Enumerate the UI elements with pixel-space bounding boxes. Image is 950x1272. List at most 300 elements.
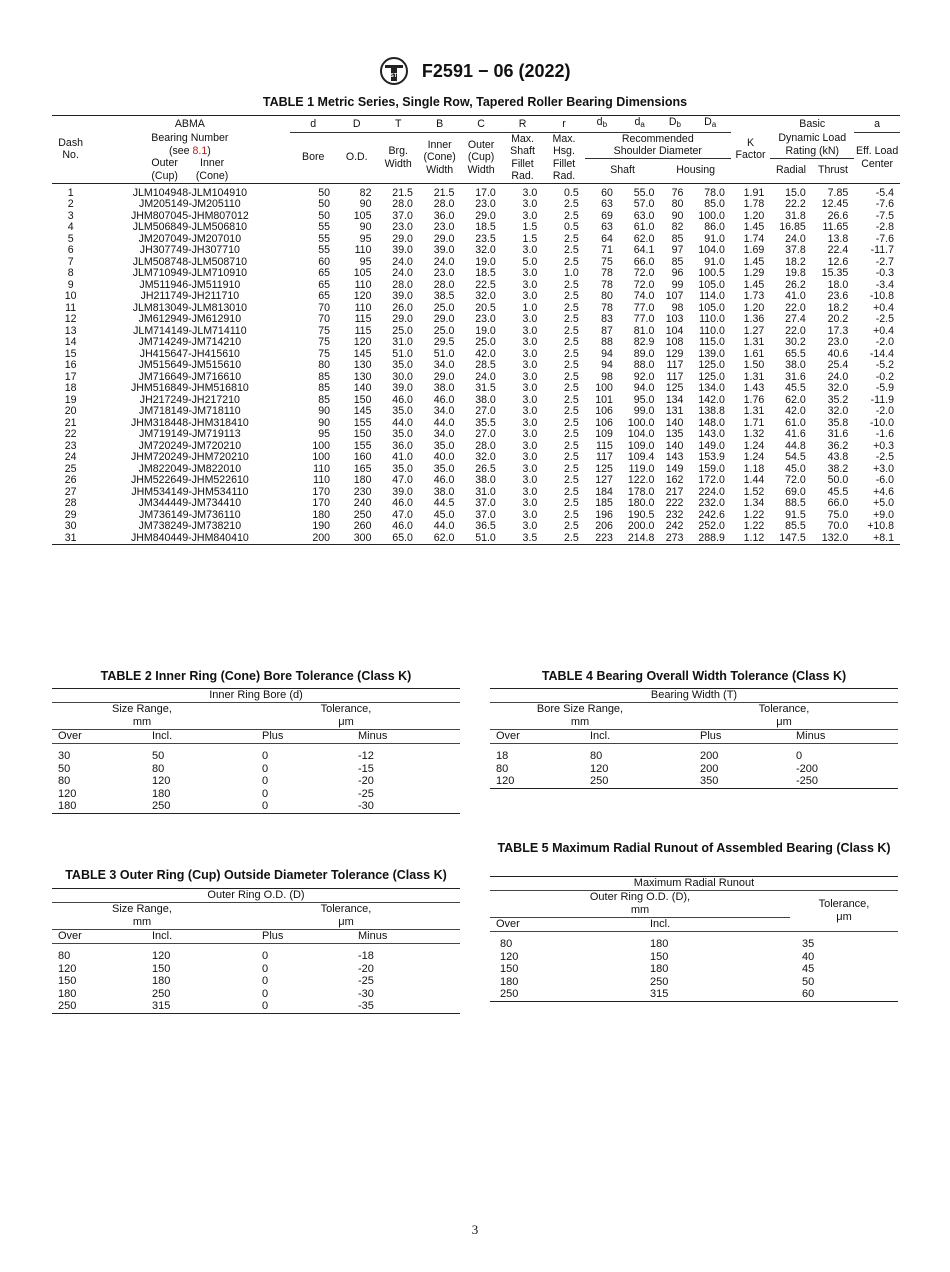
- table-cell: 3.0: [522, 278, 538, 291]
- table-cell: -2.0: [875, 336, 894, 348]
- table-row: [52, 452, 900, 464]
- col-od-header: O.D.: [345, 151, 368, 164]
- table-cell: 91.0: [704, 255, 725, 268]
- table-cell: 76: [671, 186, 684, 199]
- table-cell: 75: [318, 324, 331, 337]
- table-cell: 14: [64, 336, 77, 348]
- table-row: [52, 291, 900, 303]
- table-cell: 0.5: [564, 221, 579, 233]
- table-cell: 65.0: [392, 531, 413, 544]
- table-row: [490, 775, 898, 788]
- table-cell: 1.0: [522, 301, 538, 314]
- col-housing-header: Housing: [676, 164, 716, 177]
- table-cell: 250: [353, 508, 372, 521]
- table-cell: 90: [359, 221, 372, 233]
- table-cell: 1.52: [743, 485, 765, 498]
- table-cell: 57.0: [633, 198, 655, 210]
- table-cell: 92.0: [633, 370, 655, 383]
- col-abma-header: ABMA: [174, 117, 205, 130]
- table-cell: 30: [64, 520, 77, 532]
- table-cell: 95: [318, 428, 331, 440]
- table-cell: JM822049-JM822010: [138, 462, 242, 475]
- table-cell: JHM522649-JHM522610: [130, 474, 249, 486]
- table-cell: 38.0: [433, 485, 455, 498]
- table-cell: -250: [796, 775, 819, 787]
- table-cell: 30.0: [392, 370, 413, 383]
- table-cell: 1.24: [743, 451, 765, 463]
- table-cell: 1.31: [743, 370, 765, 383]
- table-cell: 3.0: [522, 198, 538, 210]
- table-cell: 117: [596, 451, 613, 463]
- col-basic-header: Basic: [799, 117, 826, 130]
- table-cell: 20: [64, 405, 77, 417]
- table4-col-over: Over: [490, 730, 560, 744]
- table-cell: 23.0: [827, 336, 849, 348]
- table-cell: 3.0: [522, 508, 538, 521]
- table-cell: 1.32: [743, 428, 765, 440]
- table-cell: 31: [64, 531, 77, 544]
- table-cell: 29.0: [433, 370, 455, 383]
- table-cell: JM738249-JM738210: [138, 520, 242, 532]
- astm-logo-icon: [379, 56, 409, 86]
- table-cell: 80: [58, 775, 71, 787]
- table-cell: -7.6: [875, 232, 894, 245]
- table-cell: 82: [359, 186, 372, 199]
- table4-group-header: Bearing Width (T): [490, 689, 898, 703]
- table-cell: 27: [64, 485, 77, 498]
- table-cell: 223: [595, 531, 613, 544]
- table-cell: 3.0: [522, 393, 538, 406]
- col-thrust-header: Thrust: [817, 164, 848, 177]
- table-cell: 11.65: [822, 221, 849, 233]
- table-cell: 18: [64, 382, 77, 394]
- table-cell: JM718149-JM718110: [139, 405, 241, 417]
- table-cell: JLM508748-JLM508710: [132, 255, 247, 268]
- col-da-symbol: $d_a$: [619, 116, 660, 133]
- col-cone-width-header: Inner (Cone) Width: [423, 138, 456, 176]
- table-row: [52, 314, 900, 326]
- table1-title: TABLE 1 Metric Series, Single Row, Tapered Roller Bearing Dimensions: [262, 95, 688, 109]
- table-cell: 65: [318, 267, 331, 279]
- table-cell: 29.0: [433, 313, 455, 325]
- table-cell: 22.0: [785, 324, 806, 337]
- table-cell: 87: [601, 324, 613, 337]
- table-cell: 149: [665, 462, 684, 475]
- table-cell: 9: [67, 278, 74, 291]
- table-cell: 3.0: [522, 186, 538, 199]
- table-cell: 196: [595, 508, 613, 521]
- table-row: [52, 245, 900, 257]
- table3-size-range-header: Size Range, mm: [52, 903, 232, 930]
- table-cell: 0: [262, 787, 269, 800]
- table-cell: 1.71: [743, 416, 765, 429]
- table-cell: 100.0: [627, 416, 655, 429]
- table-cell: 100: [312, 451, 331, 463]
- col-B-symbol: B: [419, 116, 460, 133]
- table-cell: 315: [650, 988, 669, 1000]
- table-cell: 2.5: [564, 370, 579, 383]
- table-cell: 240: [353, 497, 372, 509]
- table-cell: 180: [650, 938, 669, 950]
- table-cell: 35.0: [433, 439, 455, 452]
- table-cell: 24.0: [392, 267, 413, 279]
- table-cell: 1.24: [743, 439, 765, 452]
- table-cell: 61.0: [633, 221, 655, 233]
- table-cell: 134.0: [698, 382, 725, 394]
- table-cell: 1.29: [743, 267, 765, 279]
- col-T-symbol: T: [377, 116, 418, 133]
- table-cell: 74.0: [633, 290, 655, 302]
- table-cell: 2.5: [564, 474, 579, 486]
- table-row: [52, 360, 900, 372]
- table-cell: 18.0: [827, 278, 849, 291]
- table-cell: 3.0: [522, 347, 538, 360]
- table-cell: -3.4: [875, 278, 894, 291]
- table-cell: 3.0: [522, 462, 538, 475]
- table-row: [52, 337, 900, 349]
- section-reference-link[interactable]: 8.1: [192, 144, 208, 157]
- table-cell: 110: [313, 474, 331, 486]
- table5-size-range-header: Outer Ring O.D. (D), mm: [490, 891, 790, 918]
- table3: [52, 888, 460, 1014]
- table3-col-minus: Minus: [342, 930, 460, 944]
- table-cell: -30: [358, 800, 374, 812]
- table-cell: 1.61: [743, 347, 765, 360]
- table-cell: 2.5: [564, 451, 579, 463]
- table-cell: 37.8: [785, 244, 806, 256]
- table-cell: 250: [58, 1000, 77, 1012]
- table-cell: 110.0: [699, 324, 725, 337]
- table-cell: 88.5: [785, 497, 806, 509]
- table-cell: 23.0: [475, 198, 496, 210]
- table-cell: 23.0: [392, 221, 413, 233]
- table-cell: 2.5: [564, 313, 579, 325]
- table-cell: 50: [802, 975, 815, 988]
- col-r-symbol: r: [543, 116, 584, 133]
- table-row: [490, 763, 898, 776]
- table-cell: 1.22: [743, 520, 765, 532]
- table-cell: -12: [358, 750, 374, 762]
- table-cell: 77.0: [633, 301, 655, 314]
- table-cell: 39.0: [392, 382, 413, 394]
- table-cell: 22.5: [475, 278, 496, 291]
- table-cell: 51.0: [392, 347, 413, 360]
- table-cell: 12: [64, 313, 77, 325]
- col-db-symbol: $d_b$: [585, 116, 619, 133]
- table3-col-incl: Incl.: [122, 930, 232, 944]
- col-shaft-fillet-header: Max. Shaft Fillet Rad.: [510, 132, 535, 182]
- table-cell: 1.31: [743, 336, 765, 348]
- table-cell: JM511946-JM511910: [139, 278, 241, 291]
- table-cell: 41.0: [392, 451, 413, 463]
- table-cell: 21: [64, 416, 77, 429]
- table-cell: 242: [665, 520, 684, 532]
- col-brg-width-header: Brg. Width: [384, 145, 412, 170]
- table-cell: 1.5: [522, 232, 538, 245]
- table-cell: -20: [358, 775, 374, 787]
- table-cell: 13.8: [827, 232, 849, 245]
- table-cell: 40.0: [433, 451, 455, 463]
- table4-col-minus: Minus: [780, 730, 898, 744]
- table-cell: 162: [665, 474, 684, 486]
- table-cell: 18: [496, 750, 509, 762]
- table-cell: 32.0: [827, 405, 849, 417]
- table-cell: 54.5: [785, 451, 806, 463]
- table-cell: -7.6: [875, 198, 894, 210]
- table-cell: 250: [152, 987, 171, 1000]
- table-cell: 2.5: [564, 209, 579, 222]
- table-cell: 105: [353, 267, 372, 279]
- table-cell: +9.0: [873, 508, 894, 521]
- table-cell: -2.0: [875, 405, 894, 417]
- table-cell: 44.8: [785, 439, 806, 452]
- table-cell: 55: [318, 221, 331, 233]
- table-cell: 41.0: [785, 290, 806, 302]
- table-cell: 30: [58, 750, 71, 762]
- table-cell: 200.0: [627, 520, 655, 532]
- table-cell: -10.0: [869, 416, 894, 429]
- table-cell: 62.0: [433, 531, 455, 544]
- table-cell: 132.0: [821, 531, 849, 544]
- table-cell: -200: [796, 762, 819, 775]
- table-cell: 55: [318, 232, 331, 245]
- table-cell: 2.5: [564, 359, 579, 371]
- table-row: [52, 521, 900, 533]
- table-cell: 232.0: [698, 497, 725, 509]
- table-cell: +0.4: [873, 324, 894, 337]
- table-cell: 150: [353, 428, 372, 440]
- table-cell: 17: [64, 370, 77, 383]
- table-cell: 1.36: [743, 313, 765, 325]
- table-cell: 2.5: [564, 336, 579, 348]
- table-cell: 100: [312, 439, 331, 452]
- table-cell: 40: [802, 950, 815, 963]
- table-cell: 39.0: [392, 290, 413, 302]
- table-cell: 16.85: [779, 221, 806, 233]
- table-cell: 95.0: [633, 393, 655, 406]
- table-cell: 1.43: [743, 382, 765, 394]
- table-cell: 38.0: [475, 393, 496, 406]
- table-cell: 104: [665, 324, 684, 337]
- table-row: [490, 988, 898, 1001]
- table4-size-range-header: Bore Size Range, mm: [490, 703, 670, 730]
- table-cell: 18.2: [785, 255, 806, 268]
- table-cell: 4: [67, 221, 74, 233]
- table-cell: 22: [64, 428, 77, 440]
- table-cell: 44.5: [433, 497, 455, 509]
- table-row: [52, 533, 900, 545]
- table-cell: JHM840449-JHM840410: [130, 531, 249, 544]
- table-cell: 60: [802, 988, 815, 1000]
- table-row: [52, 944, 460, 963]
- table-cell: 23.0: [433, 267, 455, 279]
- table-cell: 155: [353, 416, 372, 429]
- table-cell: 21.5: [433, 186, 455, 199]
- table-cell: 45.0: [785, 462, 806, 475]
- table-cell: 0: [262, 975, 269, 987]
- table-cell: -5.9: [875, 382, 894, 394]
- table-cell: 20.5: [475, 301, 496, 314]
- table-cell: 2.5: [564, 244, 579, 256]
- table-cell: 2.5: [564, 462, 579, 475]
- table-cell: JM720249-JM720210: [138, 439, 242, 452]
- table-cell: 3.0: [522, 313, 538, 325]
- table-cell: 110.0: [699, 313, 725, 325]
- table-cell: 140: [353, 382, 372, 394]
- table-cell: 12.6: [827, 255, 849, 268]
- table-cell: 27.0: [475, 428, 496, 440]
- table-cell: 38.0: [433, 382, 455, 394]
- table-cell: 25.0: [433, 301, 455, 314]
- table4-tolerance-header: Tolerance, μm: [670, 703, 898, 730]
- table-cell: 7.85: [827, 186, 849, 199]
- table-cell: 38.0: [475, 474, 496, 486]
- table-cell: 31.0: [475, 485, 496, 498]
- table-cell: 61.0: [785, 416, 806, 429]
- table-cell: 3.0: [522, 497, 538, 509]
- table-cell: 36.0: [392, 439, 413, 452]
- table-cell: 180: [500, 975, 519, 988]
- table-cell: JHM318448-JHM318410: [130, 416, 249, 429]
- table-cell: JM344449-JM734410: [138, 497, 242, 509]
- table-cell: 65: [318, 278, 331, 291]
- table-cell: 41.6: [785, 428, 806, 440]
- table-cell: 104.0: [698, 244, 725, 256]
- table-cell: 37.0: [475, 497, 496, 509]
- table-cell: 106: [595, 416, 613, 429]
- table-cell: 150: [353, 393, 372, 406]
- table-cell: 180: [58, 800, 77, 812]
- table-cell: 62.0: [633, 232, 655, 245]
- table-row: [52, 788, 460, 801]
- table-cell: 80: [500, 938, 513, 950]
- table-cell: 80: [318, 359, 331, 371]
- table-cell: 23.5: [475, 232, 496, 245]
- table-cell: 55: [318, 244, 331, 256]
- col-eff-load-header: Eff. Load Center: [856, 145, 899, 170]
- table-cell: 85: [318, 382, 331, 394]
- table-cell: 26.0: [392, 301, 413, 314]
- table-cell: 15.35: [821, 267, 849, 279]
- table-cell: 3.0: [522, 451, 538, 463]
- table-cell: 69.0: [785, 485, 806, 498]
- table-cell: 34.0: [433, 405, 455, 417]
- table-cell: JM207049-JM207010: [138, 232, 242, 245]
- table-cell: 134: [665, 393, 684, 406]
- table-cell: 31.6: [785, 370, 806, 383]
- table-cell: 115: [354, 324, 372, 337]
- table5-col-incl: Incl.: [610, 918, 790, 932]
- table-cell: -7.5: [875, 209, 894, 222]
- document-code: F2591 − 06 (2022): [421, 60, 571, 81]
- table-cell: 184: [595, 485, 613, 498]
- table-cell: 0: [262, 800, 269, 812]
- table-cell: 25.0: [475, 336, 496, 348]
- table-cell: 29.0: [433, 232, 455, 245]
- table-cell: 32.0: [475, 244, 496, 256]
- table-cell: 3.0: [522, 416, 538, 429]
- table-cell: 2.5: [564, 290, 579, 302]
- table-cell: 106: [595, 405, 613, 417]
- table-cell: 130: [353, 359, 372, 371]
- table-cell: 80: [590, 750, 603, 762]
- table-cell: 185: [595, 497, 613, 509]
- table-cell: 3.0: [522, 370, 538, 383]
- table-cell: 150: [650, 950, 669, 963]
- table-cell: 190.5: [627, 508, 655, 521]
- table-cell: 1.45: [743, 255, 765, 268]
- table-cell: 1.0: [564, 267, 579, 279]
- table-cell: 1.34: [743, 497, 765, 509]
- table-cell: 42.0: [475, 347, 496, 360]
- table-cell: 78.0: [704, 186, 725, 199]
- table-cell: -35: [358, 1000, 374, 1012]
- table-cell: -18: [358, 950, 374, 962]
- table-row: [52, 199, 900, 211]
- table-cell: 3.0: [522, 439, 538, 452]
- table-cell: 90: [318, 416, 331, 429]
- table-cell: 0: [262, 950, 269, 962]
- table-cell: JM714249-JM714210: [138, 336, 242, 348]
- table-row: [52, 222, 900, 234]
- table-cell: 81.0: [633, 324, 655, 337]
- table-cell: 180: [152, 975, 171, 987]
- page-number: 3: [471, 1222, 479, 1237]
- table-cell: 105.0: [698, 278, 725, 291]
- table-cell: -11.9: [870, 393, 894, 406]
- table-cell: 44.0: [392, 416, 413, 429]
- table-cell: 130: [353, 370, 372, 383]
- table-cell: 2.5: [564, 508, 579, 521]
- table-cell: 44.0: [433, 416, 455, 429]
- table-cell: 155: [353, 439, 372, 452]
- table-cell: 25.4: [827, 359, 849, 371]
- table-cell: 1.78: [743, 198, 765, 210]
- table-cell: 28.0: [433, 198, 455, 210]
- table-cell: -25: [358, 975, 374, 987]
- table-cell: 125.0: [698, 359, 725, 371]
- table-cell: 23.0: [475, 313, 496, 325]
- table-cell: 3.0: [522, 405, 538, 417]
- col-D-symbol: D: [336, 116, 377, 133]
- table-cell: 0.5: [564, 186, 579, 199]
- table-cell: 28.0: [392, 198, 413, 210]
- table-cell: JLM813049-JLM813010: [132, 301, 247, 314]
- table-cell: 91.5: [785, 508, 806, 521]
- table-row: [52, 383, 900, 395]
- table-cell: 88: [601, 336, 613, 348]
- table-cell: 3.0: [522, 382, 538, 394]
- table-cell: 75.0: [827, 508, 849, 521]
- table-cell: 232: [665, 508, 684, 521]
- table-cell: 66.0: [633, 255, 655, 268]
- table-cell: 2.5: [564, 301, 579, 314]
- table-cell: 224.0: [698, 485, 725, 498]
- table-cell: 46.0: [433, 393, 455, 406]
- table3-col-plus: Plus: [232, 930, 342, 944]
- table-cell: 34.0: [433, 359, 455, 371]
- table-cell: 3.0: [522, 474, 538, 486]
- table-cell: 110: [354, 301, 372, 314]
- table-cell: JLM710949-JLM710910: [132, 267, 247, 279]
- table-cell: -6.0: [875, 474, 894, 486]
- table-cell: 3.0: [522, 244, 538, 256]
- table-row: [52, 475, 900, 487]
- table-cell: 117: [666, 359, 684, 371]
- table-cell: 40.6: [827, 347, 849, 360]
- table-cell: 114.0: [699, 290, 725, 302]
- table-cell: 95: [359, 255, 372, 268]
